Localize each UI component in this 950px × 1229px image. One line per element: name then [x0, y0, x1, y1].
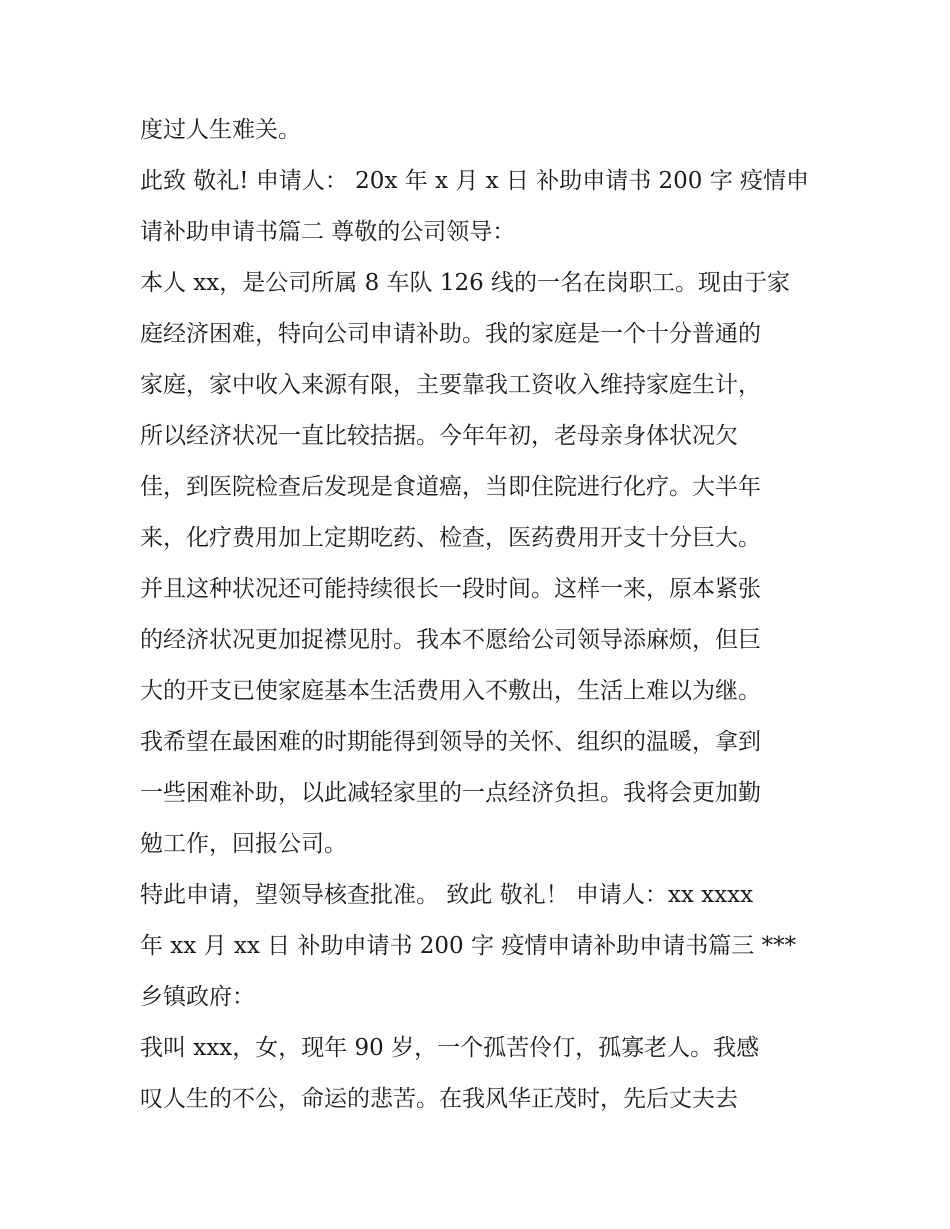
text-line: 并且这种状况还可能持续很长一段时间。这样一来，原本紧张 — [140, 576, 761, 602]
text-line: 大的开支已使家庭基本生活费用入不敷出，生活上难以为继。 — [140, 678, 761, 704]
text-line: 家庭，家中收入来源有限，主要靠我工资收入维持家庭生计， — [140, 372, 761, 398]
text-line: 庭经济困难，特向公司申请补助。我的家庭是一个十分普通的 — [140, 321, 761, 347]
text-line: 来，化疗费用加上定期吃药、检查，医药费用开支十分巨大。 — [140, 525, 761, 551]
text-line: 本人 xx，是公司所属 8 车队 126 线的一名在岗职工。现由于家 — [140, 270, 791, 296]
text-line: 年 xx 月 xx 日 补助申请书 200 字 疫情申请补助申请书篇三 *** — [140, 933, 797, 959]
document-body — [140, 105, 820, 1125]
text-line: 佳，到医院检查后发现是食道癌，当即住院进行化疗。大半年 — [140, 474, 761, 500]
text-line: 勉工作，回报公司。 — [140, 831, 347, 857]
text-line: 我叫 xxx，女，现年 90 岁，一个孤苦伶仃，孤寡老人。我感 — [140, 1035, 760, 1061]
text-line: 此致 敬礼! 申请人： 20x 年 x 月 x 日 补助申请书 200 字 疫情申 — [140, 168, 810, 194]
text-line: 请补助申请书篇二 尊敬的公司领导： — [140, 219, 516, 245]
text-line: 特此申请，望领导核查批准。 致此 敬礼！ 申请人：xx xxxx — [140, 882, 754, 908]
text-line: 所以经济状况一直比较拮据。今年年初，老母亲身体状况欠 — [140, 423, 738, 449]
text-line: 我希望在最困难的时期能得到领导的关怀、组织的温暖，拿到 — [140, 729, 761, 755]
text-line: 一些困难补助，以此减轻家里的一点经济负担。我将会更加勤 — [140, 780, 761, 806]
text-line: 的经济状况更加捉襟见肘。我本不愿给公司领导添麻烦，但巨 — [140, 627, 761, 653]
text-line: 度过人生难关。 — [140, 117, 301, 143]
text-line: 叹人生的不公，命运的悲苦。在我风华正茂时，先后丈夫去 — [140, 1086, 738, 1112]
text-line: 乡镇政府： — [140, 984, 255, 1010]
